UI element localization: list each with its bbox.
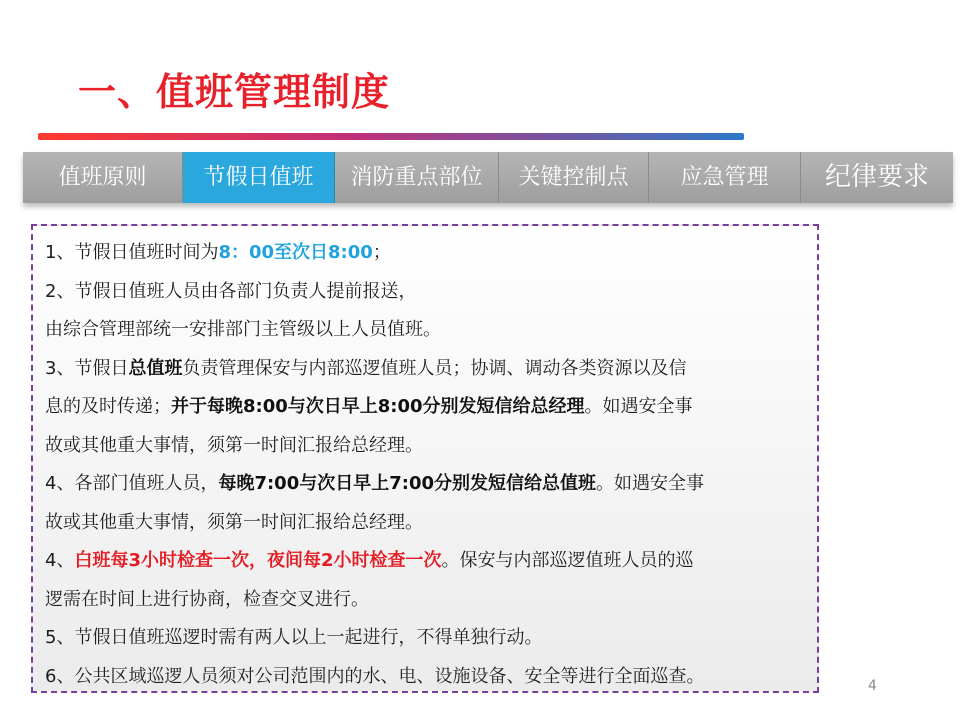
content-text: 5、节假日值班巡逻时需有两人以上一起进行，不得单独行动。 [45, 627, 543, 648]
content-text: 6、公共区域巡逻人员须对公司范围内的水、电、设施设备、安全等进行全面巡查。 [45, 665, 705, 687]
content-line [45, 427, 807, 466]
content-line [45, 581, 807, 620]
tab-bar [23, 152, 953, 203]
content-text: 4、各部门值班人员， [45, 473, 219, 494]
highlight-red-text: 白班每3小时检查一次，夜间每2小时检查一次 [74, 550, 442, 571]
tab-emergency-management[interactable]: 应急管理 [649, 152, 801, 203]
content-text: 息的及时传递； [45, 396, 171, 417]
content-line [45, 350, 807, 389]
tab-fire-key-areas[interactable]: 消防重点部位 [335, 152, 499, 203]
content-text: 1、节假日值班时间为 [45, 242, 219, 263]
content-line [45, 465, 807, 504]
content-text: 负责管理保安与内部巡逻值班人员；协调、调动各类资源以及信 [182, 357, 687, 379]
title-underline [38, 133, 744, 140]
content-text: 3、节假日 [45, 357, 129, 379]
content-line [45, 273, 807, 312]
content-text: 。保安与内部巡逻值班人员的巡 [441, 550, 694, 571]
tab-discipline-requirements[interactable]: 纪律要求 [801, 152, 953, 203]
content-line [45, 311, 807, 350]
tab-holiday-duty[interactable]: 节假日值班 [183, 152, 335, 203]
highlight-time: 8：00至次日8:00 [218, 242, 373, 263]
content-line [45, 388, 807, 427]
page-number: 4 [868, 678, 877, 694]
content-text: 2、节假日值班人员由各部门负责人提前报送， [45, 280, 417, 302]
content-text: 逻需在时间上进行协商，检查交叉进行。 [45, 588, 369, 610]
content-text: 4、 [45, 550, 75, 571]
tab-duty-principles[interactable]: 值班原则 [23, 152, 183, 203]
content-line [45, 619, 807, 658]
tab-key-control-points[interactable]: 关键控制点 [499, 152, 649, 203]
page-title: 一、值班管理制度 [78, 70, 391, 114]
content-text: 。如遇安全事 [584, 396, 693, 417]
content-text: 由综合管理部统一安排部门主管级以上人员值班。 [45, 319, 441, 340]
content-text: 故或其他重大事情，须第一时间汇报给总经理。 [45, 511, 423, 533]
content-text: ； [372, 242, 391, 263]
content-line [45, 504, 807, 543]
content-box [31, 224, 819, 693]
content-text: 。如遇安全事 [596, 473, 704, 494]
bold-text: 并于每晚8:00与次日早上8:00分别发短信给总经理 [171, 396, 585, 417]
content-text: 故或其他重大事情，须第一时间汇报给总经理。 [45, 434, 423, 456]
bold-text: 每晚7:00与次日早上7:00分别发短信给总值班 [218, 473, 596, 494]
content-line [45, 658, 807, 697]
bold-text: 总值班 [128, 357, 183, 379]
content-line [45, 542, 807, 581]
content-line [45, 234, 807, 273]
